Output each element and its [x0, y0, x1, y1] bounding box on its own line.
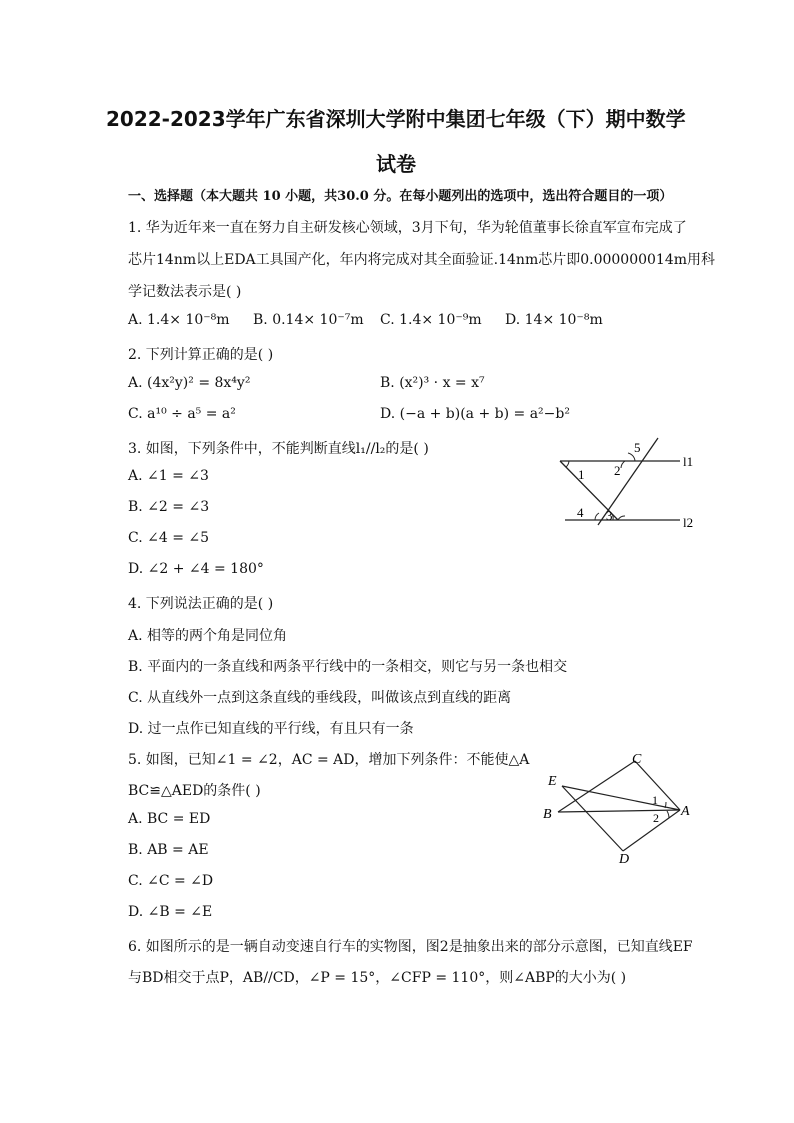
- segment-DA: [623, 810, 680, 851]
- angle-label-2: 2: [614, 463, 621, 478]
- q1-option-d[interactable]: D. 14× 10⁻⁸m: [505, 312, 603, 328]
- q6-stem-line2: 与BD相交于点P，AB//CD，∠P = 15°，∠CFP = 110°，则∠ABP的大小为( ): [128, 970, 627, 986]
- line-label-l1: l1: [683, 454, 694, 469]
- q5-stem-line1: 5. 如图，已知∠1 = ∠2，AC = AD，增加下列条件：不能使△A: [128, 752, 530, 768]
- q3-option-b[interactable]: B. ∠2 = ∠3: [128, 499, 210, 515]
- q5-option-a[interactable]: A. BC = ED: [128, 811, 211, 827]
- angle-label-2: 2: [653, 811, 659, 825]
- page-title-line2: 试卷: [376, 152, 416, 176]
- angle-label-1: 1: [652, 793, 658, 807]
- segment-BA: [558, 810, 680, 812]
- point-label-E: E: [548, 774, 557, 789]
- q2-option-a[interactable]: A. (4x²y)² = 8x⁴y²: [128, 375, 251, 391]
- q1-option-b[interactable]: B. 0.14× 10⁻⁷m: [253, 312, 364, 328]
- q4-option-a[interactable]: A. 相等的两个角是同位角: [128, 628, 288, 644]
- q3-option-d[interactable]: D. ∠2 + ∠4 = 180°: [128, 561, 264, 577]
- q2-stem: 2. 下列计算正确的是( ): [128, 347, 274, 363]
- point-label-C: C: [632, 752, 642, 767]
- segment-BC: [558, 761, 635, 812]
- q1-stem-line3: 学记数法表示是( ): [128, 284, 242, 300]
- q2-option-c[interactable]: C. a¹⁰ ÷ a⁵ = a²: [128, 406, 236, 422]
- angle-label-4: 4: [577, 505, 584, 520]
- q2-option-b[interactable]: B. (x²)³ · x = x⁷: [380, 375, 485, 391]
- q5-option-b[interactable]: B. AB = AE: [128, 842, 209, 858]
- q5-option-d[interactable]: D. ∠B = ∠E: [128, 904, 213, 920]
- q1-option-c[interactable]: C. 1.4× 10⁻⁹m: [380, 312, 482, 328]
- point-label-A: A: [681, 804, 690, 819]
- q3-option-a[interactable]: A. ∠1 = ∠3: [128, 468, 209, 484]
- q5-stem-line2: BC≌△AED的条件( ): [128, 783, 261, 799]
- q4-stem: 4. 下列说法正确的是( ): [128, 596, 274, 612]
- page-title: 2022-2023学年广东省深圳大学附中集团七年级（下）期中数学: [106, 107, 686, 131]
- q2-option-d[interactable]: D. (−a + b)(a + b) = a²−b²: [380, 406, 570, 422]
- q4-option-b[interactable]: B. 平面内的一条直线和两条平行线中的一条相交，则它与另一条也相交: [128, 659, 568, 675]
- angle-label-5: 5: [634, 440, 641, 455]
- q4-option-d[interactable]: D. 过一点作已知直线的平行线，有且只有一条: [128, 721, 414, 737]
- q6-stem-line1: 6. 如图所示的是一辆自动变速自行车的实物图，图2是抽象出来的部分示意图，已知直线EF: [128, 939, 693, 955]
- segment-ED: [562, 786, 623, 851]
- angle-label-3: 3: [606, 508, 613, 523]
- q1-stem-line1: 1. 华为近年来一直在努力自主研发核心领域，3月下旬，华为轮值董事长徐直军宣布完成了: [128, 220, 687, 236]
- q3-stem: 3. 如图，下列条件中，不能判断直线l₁//l₂的是( ): [128, 441, 429, 457]
- q5-figure: [540, 748, 700, 866]
- angle-label-1: 1: [578, 467, 585, 482]
- q5-option-c[interactable]: C. ∠C = ∠D: [128, 873, 214, 889]
- q3-figure: [555, 433, 700, 538]
- q1-option-a[interactable]: A. 1.4× 10⁻⁸m: [128, 312, 230, 328]
- q1-stem-line2: 芯片14nm以上EDA工具国产化，年内将完成对其全面验证.14nm芯片即0.000000014m用科: [128, 252, 716, 268]
- point-label-B: B: [543, 807, 552, 822]
- q3-option-c[interactable]: C. ∠4 = ∠5: [128, 530, 210, 546]
- q4-option-c[interactable]: C. 从直线外一点到这条直线的垂线段，叫做该点到直线的距离: [128, 690, 512, 706]
- point-label-D: D: [619, 852, 630, 866]
- section-header: 一、选择题（本大题共 10 小题，共30.0 分。在每小题列出的选项中，选出符合题目的一项）: [128, 189, 673, 204]
- line-label-l2: l2: [683, 515, 694, 530]
